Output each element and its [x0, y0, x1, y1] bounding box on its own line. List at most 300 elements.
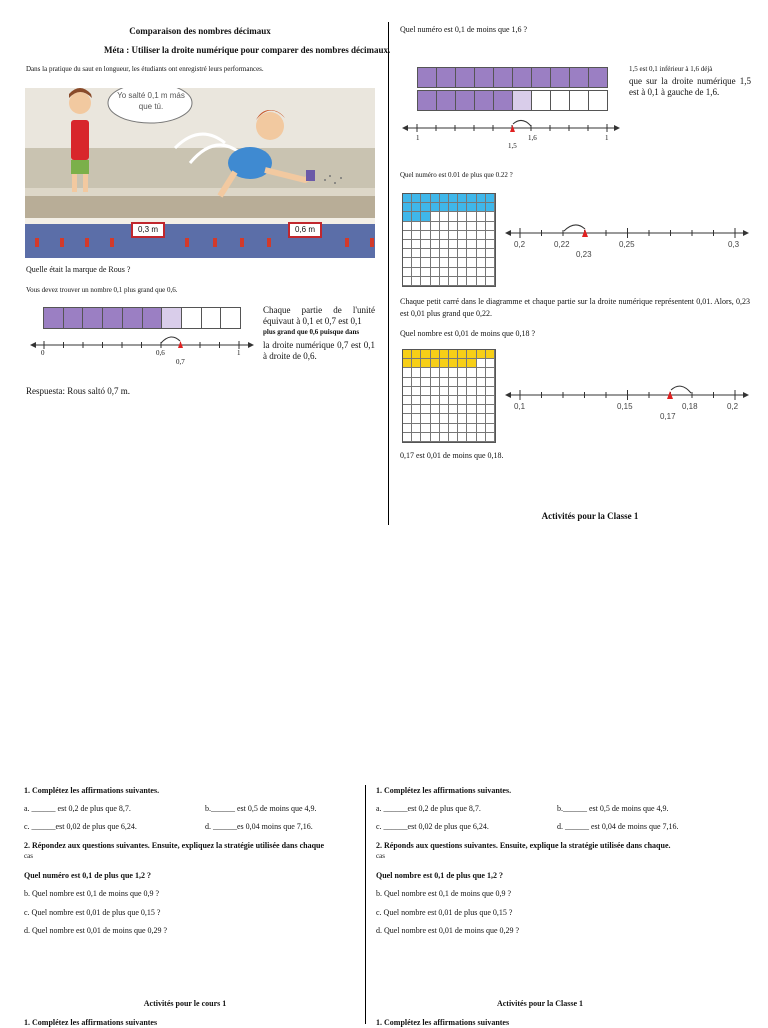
- grid-cell: [486, 350, 495, 359]
- grid-cell: [421, 212, 430, 221]
- grid-cell: [486, 222, 495, 231]
- grid-cell: [412, 249, 421, 258]
- grid-cell: [467, 396, 476, 405]
- grid-cell: [403, 258, 412, 267]
- grid-cell: [458, 405, 467, 414]
- grid-cell: [431, 396, 440, 405]
- grid-cell: [431, 249, 440, 258]
- nl-r2-marker-0-23: 0,23: [576, 250, 592, 259]
- grid-cell: [449, 277, 458, 286]
- grid-cell: [440, 231, 449, 240]
- grid-cell: [486, 387, 495, 396]
- grid-cell: [412, 433, 421, 442]
- nl-r1-marker-1-5: 1,5: [508, 142, 517, 150]
- nl-r1-label-end: 1: [605, 134, 609, 142]
- grid-cell: [421, 368, 430, 377]
- grid-cell: [403, 268, 412, 277]
- grid-cell: [431, 194, 440, 203]
- grid-cell: [449, 194, 458, 203]
- grid-cell: [486, 231, 495, 240]
- grid-cell: [440, 203, 449, 212]
- nl-r3-label-0-18: 0,18: [682, 402, 698, 411]
- grid-cell: [477, 350, 486, 359]
- grid-cell: [412, 378, 421, 387]
- grid-cell: [467, 222, 476, 231]
- br-exercise-2-heading-cont: cas: [376, 852, 385, 860]
- grid-cell: [431, 258, 440, 267]
- grid-cell: [477, 368, 486, 377]
- grid-cell: [477, 268, 486, 277]
- grid-cell: [449, 424, 458, 433]
- grid-cell: [440, 212, 449, 221]
- distance-sign-0-3: 0,3 m: [131, 222, 165, 238]
- grid-cell: [467, 424, 476, 433]
- grid-cell: [486, 368, 495, 377]
- bar-segment: [475, 91, 494, 110]
- grid-cell: [431, 414, 440, 423]
- br-item-a: a. ______est 0,2 de plus que 8,7.: [376, 804, 481, 813]
- bar-segment: [532, 68, 551, 87]
- grid-cell: [458, 203, 467, 212]
- grid-cell: [449, 350, 458, 359]
- grid-cell: [412, 414, 421, 423]
- br-item-b: b.______ est 0,5 de moins que 4,9.: [557, 804, 669, 813]
- page-title: Comparaison des nombres décimaux: [129, 26, 271, 36]
- grid-cell: [403, 387, 412, 396]
- grid-cell: [403, 194, 412, 203]
- number-line-0-1: [30, 330, 255, 370]
- nl-r2-label-0-22: 0,22: [554, 240, 570, 249]
- column-divider-top: [388, 22, 389, 525]
- grid-cell: [486, 268, 495, 277]
- grid-cell: [458, 258, 467, 267]
- grid-cell: [449, 268, 458, 277]
- grid-cell: [412, 231, 421, 240]
- bl-exercise-1-heading: 1. Complétez les affirmations suivantes.: [24, 786, 160, 795]
- grid-cell: [403, 405, 412, 414]
- bar-segment: [532, 91, 551, 110]
- bar-segment: [437, 68, 456, 87]
- bar-segment: [513, 91, 532, 110]
- grid-cell: [403, 240, 412, 249]
- grid-cell: [440, 424, 449, 433]
- grid-cell: [449, 222, 458, 231]
- grid-cell: [412, 350, 421, 359]
- bar-segment: [437, 91, 456, 110]
- nl-label-0-6: 0,6: [156, 349, 165, 357]
- grid-cell: [486, 240, 495, 249]
- bl-question-d: d. Quel nombre est 0,01 de moins que 0,29 ?: [24, 926, 168, 935]
- nl-r1-label-1-6: 1,6: [528, 134, 537, 142]
- r1-text-1: 1,5 est 0,1 inférieur à 1,6 déjà: [629, 65, 713, 73]
- grid-cell: [458, 424, 467, 433]
- grid-cell: [467, 231, 476, 240]
- answer-text: Respuesta: Rous saltó 0,7 m.: [26, 386, 130, 396]
- right-question-3: Quel nombre est 0,01 de moins que 0,18 ?: [400, 329, 536, 338]
- grid-cell: [403, 277, 412, 286]
- grid-cell: [458, 249, 467, 258]
- grid-cell: [421, 277, 430, 286]
- bl-question-b: b. Quel nombre est 0,1 de moins que 0,9 ?: [24, 889, 160, 898]
- grid-cell: [486, 212, 495, 221]
- grid-cell: [440, 277, 449, 286]
- column-divider-bottom: [365, 785, 366, 1024]
- nl-marker-0-7: 0,7: [176, 358, 185, 366]
- r3-explanation: 0,17 est 0,01 de moins que 0,18.: [400, 451, 504, 460]
- bar-segment: [494, 91, 513, 110]
- grid-cell: [449, 414, 458, 423]
- bar-segment: [475, 68, 494, 87]
- units-bar-partial: [417, 90, 608, 111]
- grid-cell: [421, 414, 430, 423]
- grid-cell: [403, 359, 412, 368]
- grid-cell: [477, 414, 486, 423]
- bar-segment: [570, 91, 589, 110]
- bar-segment: [570, 68, 589, 87]
- grid-cell: [477, 240, 486, 249]
- grid-cell: [486, 433, 495, 442]
- grid-cell: [421, 222, 430, 231]
- grid-cell: [458, 387, 467, 396]
- grid-cell: [431, 359, 440, 368]
- nl-r3-label-0-2: 0,2: [727, 402, 739, 411]
- nl-r2-label-0-2: 0,2: [514, 240, 526, 249]
- grid-cell: [486, 359, 495, 368]
- hint-text: Vous devez trouver un nombre 0,1 plus grand que 0,6.: [26, 286, 178, 294]
- grid-cell: [421, 258, 430, 267]
- grid-cell: [477, 378, 486, 387]
- grid-cell: [421, 405, 430, 414]
- nl-r3-marker-0-17: 0,17: [660, 412, 676, 421]
- grid-cell: [440, 350, 449, 359]
- grid-cell: [467, 249, 476, 258]
- bar-segment: [44, 308, 64, 328]
- grid-cell: [477, 194, 486, 203]
- grid-cell: [449, 231, 458, 240]
- grid-cell: [486, 396, 495, 405]
- bl-question-main: Quel numéro est 0,1 de plus que 1,2 ?: [24, 871, 151, 880]
- goal-text: Méta : Utiliser la droite numérique pour comparer des nombres décimaux.: [104, 45, 391, 55]
- br-item-c: c. ______est 0,02 de plus que 6,24.: [376, 822, 489, 831]
- grid-cell: [449, 249, 458, 258]
- grid-cell: [449, 359, 458, 368]
- grid-cell: [431, 212, 440, 221]
- grid-cell: [458, 396, 467, 405]
- grid-cell: [421, 433, 430, 442]
- bl-exercise-2-heading: 2. Répondez aux questions suivantes. Ensuite, expliquez la stratégie utilisée dans chaque: [24, 841, 325, 850]
- grid-cell: [449, 203, 458, 212]
- grid-cell: [403, 203, 412, 212]
- grid-cell: [467, 268, 476, 277]
- grid-cell: [467, 203, 476, 212]
- grid-cell: [412, 277, 421, 286]
- grid-cell: [458, 240, 467, 249]
- grid-cell: [403, 433, 412, 442]
- grid-cell: [440, 396, 449, 405]
- grid-cell: [449, 378, 458, 387]
- grid-cell: [403, 231, 412, 240]
- bl-exercise-2-heading-cont: cas: [24, 852, 33, 860]
- grid-cell: [467, 212, 476, 221]
- nl-r2-label-0-25: 0,25: [619, 240, 635, 249]
- grid-cell: [440, 433, 449, 442]
- grid-cell: [421, 231, 430, 240]
- grid-cell: [421, 249, 430, 258]
- bl-item-a: a. ______ est 0,2 de plus que 8,7.: [24, 804, 131, 813]
- grid-cell: [403, 249, 412, 258]
- grid-cell: [449, 387, 458, 396]
- nl-label-0: 0: [41, 349, 45, 357]
- grid-cell: [467, 368, 476, 377]
- grid-cell: [477, 405, 486, 414]
- grid-cell: [477, 424, 486, 433]
- grid-cell: [421, 203, 430, 212]
- bar-segment: [513, 68, 532, 87]
- grid-cell: [486, 277, 495, 286]
- grid-cell: [403, 396, 412, 405]
- r1-text-2: que sur la droite numérique 1,5 est à 0,1 à gauche de 1,6.: [629, 76, 751, 97]
- speech-bubble-text: Yo salté 0,1 m más que tú.: [117, 91, 185, 111]
- grid-cell: [486, 203, 495, 212]
- grid-cell: [486, 424, 495, 433]
- grid-cell: [412, 368, 421, 377]
- bar-segment: [494, 68, 513, 87]
- grid-cell: [403, 424, 412, 433]
- grid-cell: [449, 240, 458, 249]
- grid-cell: [440, 368, 449, 377]
- grid-cell: [412, 222, 421, 231]
- grid-cell: [403, 368, 412, 377]
- grid-cell: [449, 212, 458, 221]
- grid-cell: [458, 378, 467, 387]
- grid-cell: [403, 378, 412, 387]
- nl-r2-label-0-3: 0,3: [728, 240, 740, 249]
- nl-r3-label-0-1: 0,1: [514, 402, 526, 411]
- question-rous: Quelle était la marque de Rous ?: [26, 265, 131, 274]
- grid-cell: [440, 194, 449, 203]
- grid-cell: [412, 359, 421, 368]
- grid-cell: [412, 424, 421, 433]
- grid-cell: [458, 350, 467, 359]
- grid-cell: [458, 268, 467, 277]
- r2-explanation: Chaque petit carré dans le diagramme et chaque partie sur la droite numérique représentent 0,01. Alors, 0,23 est 0,01 plus grand que 0,22.: [400, 297, 750, 318]
- intro-text: Dans la pratique du saut en longueur, les étudiants ont enregistré leurs performances.: [26, 65, 264, 73]
- grid-cell: [412, 405, 421, 414]
- bar-segment: [202, 308, 222, 328]
- grid-cell: [440, 240, 449, 249]
- br-question-b: b. Quel nombre est 0,1 de moins que 0,9 ?: [376, 889, 512, 898]
- units-bar-full: [417, 67, 608, 88]
- grid-cell: [467, 258, 476, 267]
- bar-segment: [589, 91, 607, 110]
- grid-cell: [440, 414, 449, 423]
- bar-segment: [143, 308, 163, 328]
- grid-cell: [412, 240, 421, 249]
- bl-question-c: c. Quel nombre est 0,01 de plus que 0,15 ?: [24, 908, 161, 917]
- grid-cell: [421, 350, 430, 359]
- grid-cell: [403, 414, 412, 423]
- grid-cell: [403, 222, 412, 231]
- grid-cell: [412, 396, 421, 405]
- grid-cell: [477, 231, 486, 240]
- hundredths-grid-blue: [402, 193, 496, 287]
- grid-cell: [477, 222, 486, 231]
- bar-segment: [123, 308, 143, 328]
- br-item-d: d. ______ est 0,04 de moins que 7,16.: [557, 822, 679, 831]
- grid-cell: [440, 249, 449, 258]
- grid-cell: [431, 350, 440, 359]
- grid-cell: [431, 277, 440, 286]
- grid-cell: [421, 359, 430, 368]
- grid-cell: [458, 194, 467, 203]
- grid-cell: [486, 194, 495, 203]
- grid-cell: [449, 396, 458, 405]
- grid-cell: [412, 268, 421, 277]
- right-question-2: Quel numéro est 0.01 de plus que 0.22 ?: [400, 171, 513, 179]
- br-footer-cut: 1. Complétez les affirmations suivantes: [376, 1018, 510, 1027]
- grid-cell: [412, 258, 421, 267]
- bar-segment: [162, 308, 182, 328]
- grid-cell: [458, 231, 467, 240]
- bar-segment: [64, 308, 84, 328]
- grid-cell: [477, 396, 486, 405]
- grid-cell: [421, 268, 430, 277]
- grid-cell: [467, 414, 476, 423]
- bar-segment: [418, 68, 437, 87]
- grid-cell: [486, 414, 495, 423]
- grid-cell: [412, 194, 421, 203]
- grid-cell: [403, 212, 412, 221]
- bar-segment: [589, 68, 607, 87]
- grid-cell: [431, 387, 440, 396]
- grid-cell: [458, 414, 467, 423]
- activities-title-top: Activités pour la Classe 1: [541, 511, 639, 521]
- bar-segment: [103, 308, 123, 328]
- grid-cell: [477, 387, 486, 396]
- grid-cell: [486, 258, 495, 267]
- grid-cell: [440, 378, 449, 387]
- grid-cell: [431, 424, 440, 433]
- grid-cell: [477, 249, 486, 258]
- bar-segment: [551, 91, 570, 110]
- grid-cell: [440, 359, 449, 368]
- explanation-text-1: Chaque partie de l'unité équivaut à 0,1 et 0,7 est 0,1: [263, 305, 375, 326]
- hundredths-grid-yellow: [402, 349, 496, 443]
- right-question-1: Quel numéro est 0,1 de moins que 1,6 ?: [400, 25, 528, 34]
- grid-cell: [458, 433, 467, 442]
- bar-segment: [551, 68, 570, 87]
- grid-cell: [467, 277, 476, 286]
- grid-cell: [431, 231, 440, 240]
- grid-cell: [431, 268, 440, 277]
- grid-cell: [467, 387, 476, 396]
- nl-label-1: 1: [237, 349, 241, 357]
- bl-item-d: d. ______es 0,04 moins que 7,16.: [205, 822, 313, 831]
- grid-cell: [467, 194, 476, 203]
- grid-cell: [458, 222, 467, 231]
- grid-cell: [403, 350, 412, 359]
- grid-cell: [467, 405, 476, 414]
- grid-cell: [421, 240, 430, 249]
- bl-item-b: b.______ est 0,5 de moins que 4,9.: [205, 804, 317, 813]
- tenths-bar: [43, 307, 241, 329]
- grid-cell: [486, 378, 495, 387]
- br-exercise-1-heading: 1. Complétez les affirmations suivantes.: [376, 786, 512, 795]
- br-question-c: c. Quel nombre est 0,01 de plus que 0,15 ?: [376, 908, 513, 917]
- grid-cell: [421, 396, 430, 405]
- grid-cell: [467, 359, 476, 368]
- grid-cell: [412, 387, 421, 396]
- grid-cell: [449, 405, 458, 414]
- grid-cell: [431, 378, 440, 387]
- explanation-text-2: plus grand que 0,6 puisque dans: [263, 328, 360, 336]
- grid-cell: [458, 368, 467, 377]
- grid-cell: [458, 359, 467, 368]
- nl-r3-label-0-15: 0,15: [617, 402, 633, 411]
- grid-cell: [440, 258, 449, 267]
- bl-item-c: c. ______est 0,02 de plus que 6,24.: [24, 822, 137, 831]
- grid-cell: [467, 350, 476, 359]
- grid-cell: [421, 378, 430, 387]
- bar-segment: [221, 308, 240, 328]
- grid-cell: [477, 433, 486, 442]
- bar-segment: [456, 68, 475, 87]
- explanation-text-3: la droite numérique 0,7 est 0,1 à droite de 0,6.: [263, 340, 375, 361]
- grid-cell: [412, 203, 421, 212]
- br-exercise-2-heading: 2. Réponds aux questions suivantes. Ensuite, explique la stratégie utilisée dans chaque.: [376, 841, 671, 850]
- grid-cell: [440, 387, 449, 396]
- bl-footer-title: Activités pour le cours 1: [143, 999, 227, 1008]
- grid-cell: [458, 277, 467, 286]
- grid-cell: [477, 277, 486, 286]
- grid-cell: [412, 212, 421, 221]
- grid-cell: [486, 405, 495, 414]
- grid-cell: [467, 240, 476, 249]
- grid-cell: [449, 433, 458, 442]
- grid-cell: [449, 258, 458, 267]
- distance-sign-0-6: 0,6 m: [288, 222, 322, 238]
- grid-cell: [431, 203, 440, 212]
- grid-cell: [431, 240, 440, 249]
- grid-cell: [421, 194, 430, 203]
- nl-r1-label-1: 1: [416, 134, 420, 142]
- grid-cell: [467, 378, 476, 387]
- br-footer-title: Activités pour la Classe 1: [496, 999, 584, 1008]
- bl-footer-cut: 1. Complétez les affirmations suivantes: [24, 1018, 158, 1027]
- grid-cell: [467, 433, 476, 442]
- grid-cell: [421, 424, 430, 433]
- grid-cell: [477, 203, 486, 212]
- bar-segment: [83, 308, 103, 328]
- bar-segment: [182, 308, 202, 328]
- bar-segment: [418, 91, 437, 110]
- grid-cell: [440, 268, 449, 277]
- grid-cell: [458, 212, 467, 221]
- grid-cell: [440, 405, 449, 414]
- br-question-main: Quel nombre est 0,1 de plus que 1,2 ?: [376, 871, 503, 880]
- grid-cell: [440, 222, 449, 231]
- grid-cell: [431, 433, 440, 442]
- grid-cell: [486, 249, 495, 258]
- grid-cell: [449, 368, 458, 377]
- br-question-d: d. Quel nombre est 0,01 de moins que 0,29 ?: [376, 926, 520, 935]
- grid-cell: [431, 368, 440, 377]
- grid-cell: [431, 405, 440, 414]
- bar-segment: [456, 91, 475, 110]
- grid-cell: [477, 212, 486, 221]
- grid-cell: [421, 387, 430, 396]
- grid-cell: [477, 258, 486, 267]
